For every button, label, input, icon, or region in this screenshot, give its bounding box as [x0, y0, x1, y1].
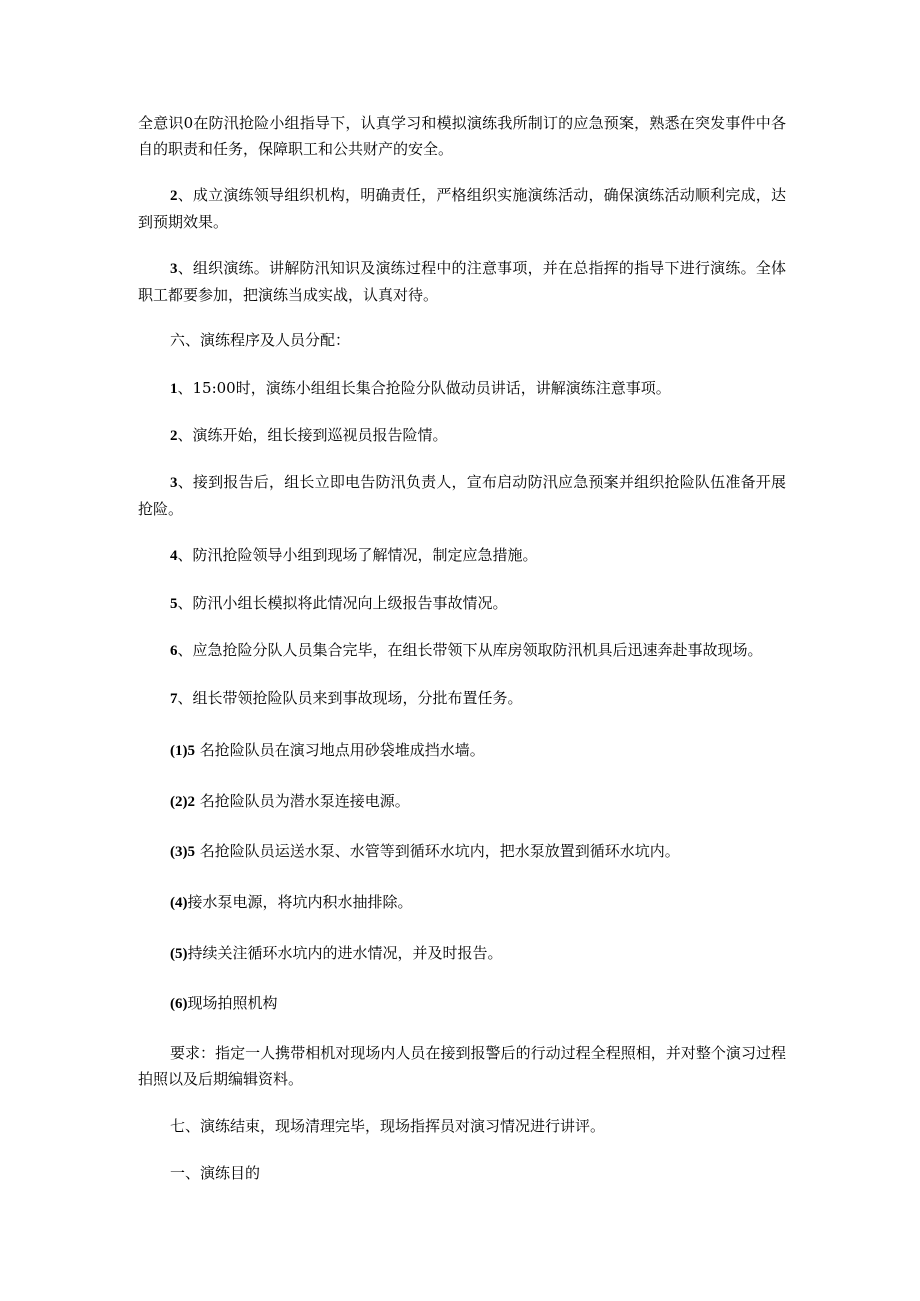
paragraph-substep-1: [138, 737, 786, 764]
item-number: (2)2: [170, 794, 195, 810]
paragraph-text: 、组织演练。讲解防汛知识及演练过程中的注意事项，并在总指挥的指导下进行演练。全体职工都要参加，把演练当成实战，认真对待。: [138, 259, 786, 304]
item-number: (4): [170, 895, 188, 911]
item-number: 5: [170, 596, 178, 612]
section-heading-conclusion: [138, 1113, 786, 1139]
heading-text: 六、演练程序及人员分配：: [170, 331, 351, 349]
paragraph-substep-2: [138, 788, 786, 815]
paragraph-substep-6: [138, 990, 786, 1017]
item-number: 4: [170, 548, 178, 564]
paragraph-text: 、成立演练领导组织机构，明确责任，严格组织实施演练活动，确保演练活动顺利完成，达到预期效果。: [138, 186, 786, 231]
paragraph-item-3: [138, 255, 786, 308]
paragraph-substep-5: [138, 940, 786, 967]
item-number: (5): [170, 946, 188, 962]
paragraph-text: 名抢险队员为潜水泵连接电源。: [199, 792, 410, 810]
paragraph-step-3: [138, 469, 786, 522]
paragraph-text: 、防汛抢险领导小组到现场了解情况，制定应急措施。: [177, 546, 538, 564]
item-number: 3: [170, 261, 178, 277]
paragraph-text: 、接到报告后，组长立即电告防汛负责人，宣布启动防汛应急预案并组织抢险队伍准备开展抢险。: [138, 473, 786, 518]
paragraph-text: 名抢险队员在演习地点用砂袋堆成挡水墙。: [199, 741, 485, 759]
heading-text: 七、演练结束，现场清理完毕，现场指挥员对演习情况进行讲评。: [170, 1117, 606, 1135]
paragraph-continuation: [138, 110, 786, 162]
paragraph-text: 要求：指定一人携带相机对现场内人员在接到报警后的行动过程全程照相，并对整个演习过程拍照以及后期编辑资料。: [138, 1044, 786, 1088]
paragraph-text: 名抢险队员运送水泵、水管等到循环水坑内，把水泵放置到循环水坑内。: [199, 842, 680, 860]
paragraph-step-4: [138, 542, 786, 569]
paragraph-requirement: [138, 1040, 786, 1092]
paragraph-text: 持续关注循环水坑内的进水情况，并及时报告。: [187, 944, 503, 962]
item-number: 7: [170, 691, 178, 707]
paragraph-step-1: [138, 375, 786, 402]
paragraph-text: 、防汛小组长模拟将此情况向上级报告事故情况。: [177, 594, 508, 612]
heading-text: 一、演练目的: [170, 1164, 261, 1182]
item-number: 6: [170, 643, 178, 659]
paragraph-text: 接水泵电源，将坑内积水抽排除。: [187, 893, 413, 911]
item-number: (3)5: [170, 844, 195, 860]
paragraph-step-6: [138, 637, 786, 664]
paragraph-text: 全意识0在防汛抢险小组指导下，认真学习和模拟演练我所制订的应急预案，熟悉在突发事件中各自的职责和任务，保障职工和公共财产的安全。: [138, 114, 786, 158]
item-number: 1: [170, 381, 178, 397]
item-number: 3: [170, 475, 178, 491]
item-number: 2: [170, 188, 178, 204]
paragraph-text: 、15:00时，演练小组组长集合抢险分队做动员讲话，讲解演练注意事项。: [177, 379, 671, 397]
paragraph-item-2: [138, 182, 786, 235]
paragraph-text: 、演练开始，组长接到巡视员报告险情。: [177, 426, 448, 444]
paragraph-substep-4: [138, 889, 786, 916]
paragraph-step-5: [138, 590, 786, 617]
paragraph-text: 、应急抢险分队人员集合完毕，在组长带领下从库房领取防汛机具后迅速奔赴事故现场。: [177, 641, 763, 659]
item-number: (1)5: [170, 743, 195, 759]
item-number: 2: [170, 428, 178, 444]
section-heading-purpose: [138, 1160, 786, 1186]
paragraph-step-2: [138, 422, 786, 449]
paragraph-substep-3: [138, 838, 786, 865]
paragraph-step-7: [138, 685, 786, 712]
paragraph-text: 现场拍照机构: [187, 994, 278, 1012]
item-number: (6): [170, 996, 188, 1012]
paragraph-text: 、组长带领抢险队员来到事故现场，分批布置任务。: [177, 689, 523, 707]
section-heading-procedure: [138, 327, 786, 353]
